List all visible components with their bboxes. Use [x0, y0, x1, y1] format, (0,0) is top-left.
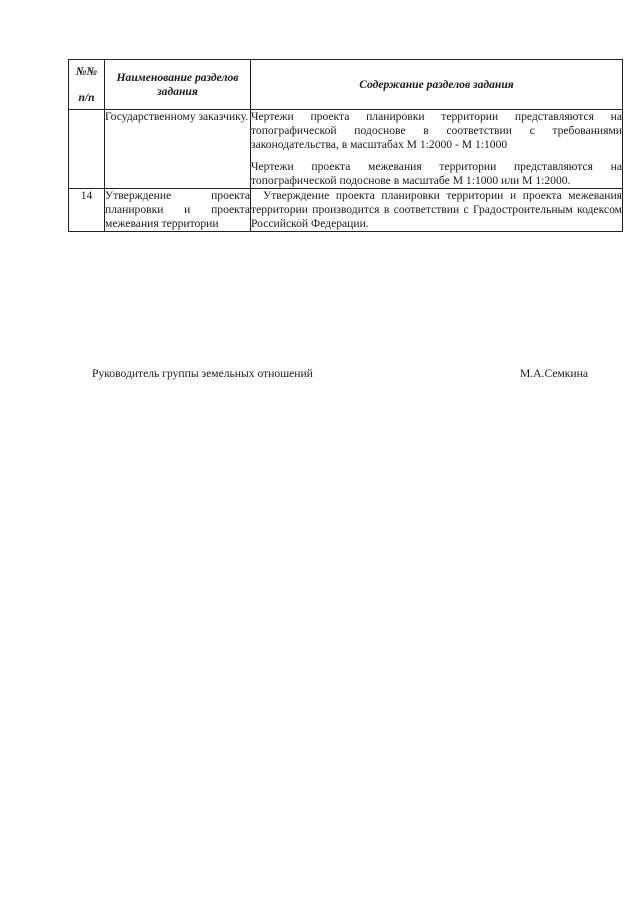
- signatory-role: Руководитель группы земельных отношений: [92, 367, 313, 380]
- header-number-line1: №№: [75, 64, 98, 78]
- header-number-line2: п/п: [78, 90, 95, 104]
- row-section-name: Государственному заказчику.: [105, 110, 251, 189]
- row-number: [69, 110, 105, 189]
- content-paragraph: Чертежи проекта межевания территории представляются на топографической подоснове в масштабе М 1:1000 или М 1:2000.: [251, 160, 622, 187]
- header-section-content: Содержание разделов задания: [251, 60, 623, 110]
- task-sections-table: [68, 59, 623, 232]
- table-row: [69, 110, 623, 189]
- content-paragraph: Чертежи проекта планировки территории представляются на топографической подоснове в соответствии с требованиями законодательства, в масштабах М 1:2000 - М 1:1000: [251, 110, 622, 151]
- table-row: [69, 189, 623, 232]
- table-header-row: [69, 60, 623, 110]
- content-paragraph: Утверждение проекта планировки территории и проекта межевания территории производится в соответствии с Градостроительным кодексом Российской Федерации.: [251, 189, 622, 230]
- row-section-content: [251, 110, 623, 189]
- row-number: 14: [69, 189, 105, 232]
- signatory-name: М.А.Семкина: [519, 367, 588, 380]
- header-section-name: Наименование разделов задания: [105, 60, 251, 110]
- row-section-content: [251, 189, 623, 232]
- header-number: [69, 60, 105, 110]
- row-section-name: Утверждение проекта планировки и проекта межевания территории: [105, 189, 250, 230]
